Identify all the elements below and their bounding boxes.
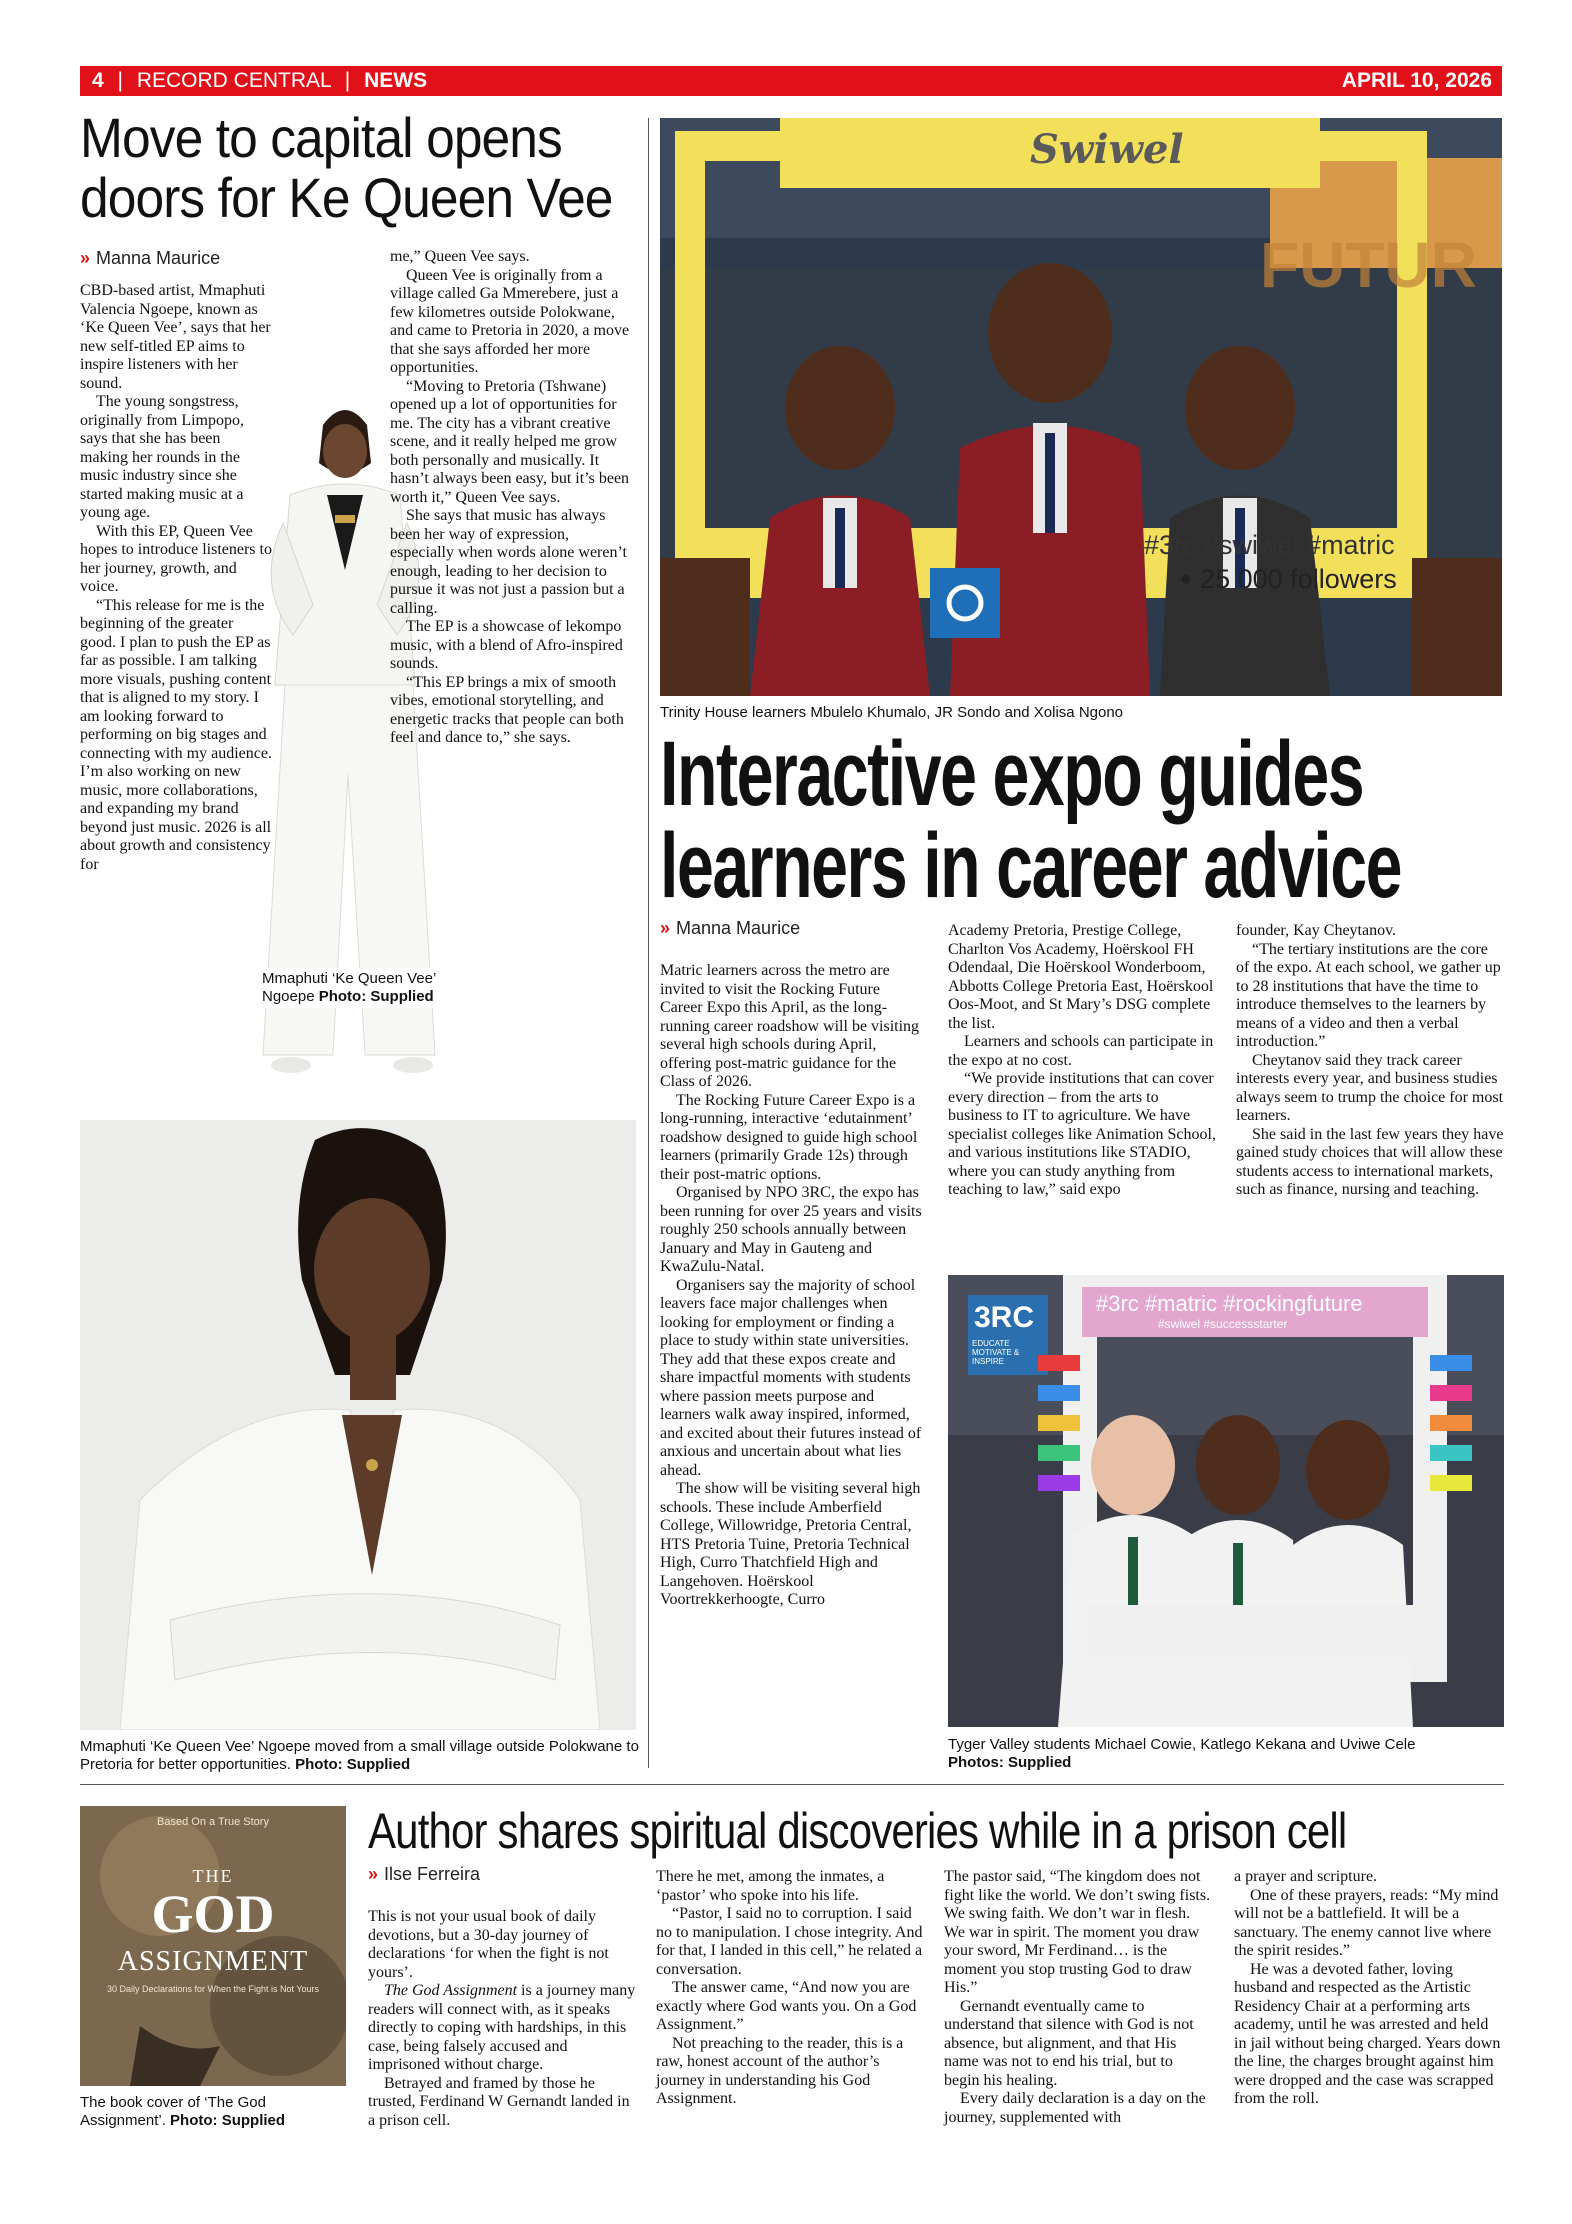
story2-byline <box>660 918 800 939</box>
header-sep: | <box>117 69 123 92</box>
story3-column-3 <box>944 1868 1212 2127</box>
header-sep: | <box>344 69 351 92</box>
person-icon: ● <box>1180 568 1193 590</box>
paragraph: Academy Pretoria, Prestige College, Charlton Vos Academy, Hoërskool FH Odendaal, Die Hoërskool Wonderboom, Abbotts College Pretoria East, Hoërskool Oos-Moot, and St Mary’s DSG complete the list. <box>948 922 1214 1032</box>
story1-column-1 <box>80 282 272 874</box>
paragraph: Matric learners across the metro are invited to visit the Rocking Future Career Expo this April, as the long-running career roadshow will be visiting several high schools during April, offering post-matric guidance for the Class of 2026. <box>660 962 920 1090</box>
paragraph: “We provide institutions that can cover every direction – from the arts to business to IT to agriculture. We have specialist colleges like Animation School, and various institutions like STADIO, where you can study anything from teaching to law,” said expo <box>948 1070 1216 1198</box>
paragraph: This is not your usual book of daily devotions, but a 30-day journey of declarations ‘for when the fight is not yours’. <box>368 1908 609 1981</box>
paragraph: “Pastor, I said no to corruption. I said no to manipulation. I chose integrity. And for that, I landed in this cell,” he related a conversation. <box>656 1905 923 1978</box>
book-tagline: Based On a True Story <box>157 1816 269 1828</box>
paragraph: Not preaching to the reader, this is a raw, honest account of the author’s journey in understanding his God Assignment. <box>656 2034 904 2107</box>
paragraph: “This EP brings a mix of smooth vibes, emotional storytelling, and energetic tracks that people can both feel and dance to,” she says. <box>390 673 624 746</box>
story3-column-4 <box>1234 1868 1504 2109</box>
story2-column-3 <box>1236 922 1504 1200</box>
header-left <box>92 66 427 96</box>
frame-hashtags: #3rc #swiwel #matric <box>1144 530 1395 560</box>
paragraph: She says that music has always been her way of expression, especially when words alone weren’t enough, leading to her decision to pursue it was not just a passion but a calling. <box>390 507 627 617</box>
photo1-caption <box>262 968 472 1008</box>
story2-headline-line2: learners in career advice <box>660 815 1402 917</box>
story2-headline-line1: Interactive expo guides <box>660 723 1364 825</box>
paragraph: Organisers say the majority of school leavers face major challenges when looking for employment or finding a place to study within state universities. They add that these expos create and share impactful moments with students where passion meets purpose and learners walk away inspired, informed, and excited about their futures instead of anxious and uncertain about what lies ahead. <box>660 1276 922 1479</box>
paragraph-rest: is a journey many readers will connect with, as it speaks directly to coping with hardships, in this case, being falsely accused and imprisoned without charge. <box>368 1982 636 2073</box>
paragraph: Every daily declaration is a day on the journey, supplemented with <box>944 2090 1206 2126</box>
section-name: RECORD CENTRAL <box>136 69 331 92</box>
paragraph: There he met, among the inmates, a ‘pastor’ who spoke into his life. <box>656 1868 885 1904</box>
photo-credit: Photo: Supplied <box>170 2112 286 2129</box>
story2-headline <box>660 723 1402 917</box>
section-divider <box>80 1784 1504 1785</box>
paragraph: The young songstress, originally from Limpopo, says that she has been making her rounds in the music industry since she started making music at a young age. <box>80 393 244 521</box>
paragraph: The answer came, “And now you are exactly where God wants you. On a God Assignment.” <box>656 1979 917 2033</box>
book-title-god: GOD <box>151 1884 275 1944</box>
paragraph: me,” Queen Vee says. <box>390 248 530 265</box>
tyger-valley-students-photo <box>948 1275 1504 1727</box>
queen-vee-portrait-photo <box>80 1120 636 1730</box>
story1-headline <box>80 108 613 228</box>
tyger-valley-caption <box>948 1736 1504 1772</box>
photo-credit: Photo: Supplied <box>295 1756 411 1773</box>
paragraph: She said in the last few years they have gained study choices that will allow these students access to international markets, such as finance, nursing and teaching. <box>1236 1125 1504 1198</box>
paragraph: He was a devoted father, loving husband and respected as the Artistic Residency Chair at a performing arts academy, until he was arrested and held in jail without being charged. Years down the line, the charges brought against him were dropped and the case was scrapped from the roll. <box>1234 1960 1501 2107</box>
paragraph: Queen Vee is originally from a village called Ga Mmerebere, just a few kilometres outside Polokwane, and came to Pretoria in 2020, a move that she says afforded her more opportunities. <box>390 266 630 376</box>
category-name: NEWS <box>364 69 428 92</box>
photo-credit: Photos: Supplied <box>948 1754 1072 1771</box>
paragraph: With this EP, Queen Vee hopes to introduce listeners to her journey, growth, and voice. <box>80 522 272 595</box>
paragraph: founder, Kay Cheytanov. <box>1236 922 1397 939</box>
paragraph: The Rocking Future Career Expo is a long-running, interactive ‘edutainment’ roadshow designed to guide high school learners (primarily Grade 12s) through their post-matric options. <box>660 1091 918 1183</box>
followers-count: 25 000 followers <box>1200 564 1397 594</box>
story3-column-1 <box>368 1908 636 2130</box>
paragraph: Gernandt eventually came to understand that silence with God is not absence, but alignment, and that His name was not to end his trial, but to begin his healing. <box>944 1997 1194 2089</box>
story3-column-2 <box>656 1868 924 2109</box>
story1-author: Manna Maurice <box>96 248 221 268</box>
caption-text: Mmaphuti ‘Ke Queen Vee’ Ngoepe moved from a small village outside Polokwane to Pretoria for better opportunities. <box>80 1738 639 1773</box>
story3-headline: Author shares spiritual discoveries while in a prison cell <box>368 1803 1347 1859</box>
caption-text: Tyger Valley students Michael Cowie, Katlego Kekana and Uviwe Cele <box>948 1736 1416 1753</box>
paragraph: CBD-based artist, Mmaphuti Valencia Ngoepe, known as ‘Ke Queen Vee’, says that her new self-titled EP aims to inspire listeners with her sound. <box>80 282 271 392</box>
book-cover-caption <box>80 2094 350 2130</box>
photo-banner-hashtags: #3rc #matric #rockingfuture <box>1096 1291 1363 1316</box>
frame-followers <box>1180 564 1397 595</box>
paragraph: a prayer and scripture. <box>1234 1868 1378 1885</box>
book-title-assignment: ASSIGNMENT <box>117 1946 309 1977</box>
paragraph: The show will be visiting several high schools. These include Amberfield College, Willowridge, Pretoria Central, HTS Pretoria Tuine, Pretoria Technical High, Curro Thatchfield High and Langehoven. Hoërskool Voortrekkerhoogte, Curro <box>660 1480 921 1608</box>
paragraph: The EP is a showcase of lekompo music, with a blend of Afro-inspired sounds. <box>390 618 623 672</box>
caption-text: Mmaphuti ‘Ke Queen Vee’ Ngoepe <box>262 970 436 1005</box>
photo2-caption <box>80 1738 640 1774</box>
3rc-logo: 3RC <box>974 1301 1035 1334</box>
story2-column-2 <box>948 922 1216 1200</box>
story2-column-1 <box>660 962 922 1610</box>
frame-brand-logo: Swiwel <box>1030 126 1184 173</box>
book-title-the: THE <box>192 1866 234 1886</box>
paragraph: “Moving to Pretoria (Tshwane) opened up a lot of opportunities for me. The city has a vibrant creative scene, and it really helped me grow both personally and musically. It hasn’t always been easy, but it’s been worth it,” Queen Vee says. <box>390 377 630 506</box>
chevron-right-icon: » <box>80 248 87 268</box>
column-divider <box>648 118 649 1768</box>
paragraph <box>368 1982 636 2075</box>
paragraph: The pastor said, “The kingdom does not fight like the world. We don’t swing fists. We swing faith. We don’t war in flesh. We war in spirit. The moment you draw your sword, Mr Ferdinand… is the moment you stop trusting God to draw His.” <box>944 1868 1211 1996</box>
story2-author: Manna Maurice <box>676 918 801 938</box>
paragraph: “This release for me is the beginning of the greater good. I plan to push the EP as far as possible. I am talking more visuals, pushing content that is aligned to my story. I am looking forward to performing on big stages and connecting with my audience. I’m also working on new music, more collaborations, and expanding my brand beyond just music. 2026 is all about growth and consistency for <box>80 596 272 873</box>
story1-headline-line1: Move to capital opens <box>80 106 562 169</box>
page-number: 4 <box>92 69 104 92</box>
trinity-house-learners-photo <box>660 118 1502 696</box>
paragraph: Learners and schools can participate in the expo at no cost. <box>948 1033 1214 1069</box>
paragraph: “The tertiary institutions are the core of the expo. At each school, we gather up to 28 institutions that have the time to introduce themselves to the learners by means of a video and then a verbal introduction.” <box>1236 940 1501 1050</box>
photo-banner-sub: #swiwel #successstarter <box>1158 1317 1288 1331</box>
photo-credit: Photo: Supplied <box>318 988 434 1005</box>
story1-byline <box>80 248 220 269</box>
story1-headline-line2: doors for Ke Queen Vee <box>80 166 613 229</box>
caption-text: The book cover of ‘The God Assignment’. <box>80 2094 266 2129</box>
chevron-right-icon: » <box>660 918 667 938</box>
3rc-logo-tagline: EDUCATE MOTIVATE & INSPIRE <box>972 1339 1020 1366</box>
issue-date: APRIL 10, 2026 <box>1341 69 1492 92</box>
chevron-right-icon: » <box>368 1864 375 1884</box>
story3-byline <box>368 1864 480 1885</box>
paragraph: One of these prayers, reads: “My mind will not be a battlefield. It will be a sanctuary. The enemy cannot live where the spirit resides.” <box>1234 1886 1499 1959</box>
trinity-photo-caption: Trinity House learners Mbulelo Khumalo, JR Sondo and Xolisa Ngono <box>660 704 1124 721</box>
background-text: FUTUR <box>1260 229 1477 301</box>
paragraph: Cheytanov said they track career interests every year, and business studies always seem to trump the choice for most learners. <box>1236 1051 1504 1124</box>
page-header-bar <box>80 66 1502 96</box>
book-subtitle: 30 Daily Declarations for When the Fight is Not Yours <box>106 1984 320 1994</box>
paragraph: Organised by NPO 3RC, the expo has been running for over 25 years and visits roughly 250 schools annually between January and May in Gauteng and KwaZulu-Natal. <box>660 1184 922 1275</box>
paragraph: Betrayed and framed by those he trusted, Ferdinand W Gernandt landed in a prison cell. <box>368 2074 630 2129</box>
story3-author: Ilse Ferreira <box>384 1864 481 1884</box>
story1-column-2 <box>330 248 632 748</box>
book-title-italic: The God Assignment <box>384 1982 518 1999</box>
god-assignment-book-cover <box>80 1806 346 2086</box>
